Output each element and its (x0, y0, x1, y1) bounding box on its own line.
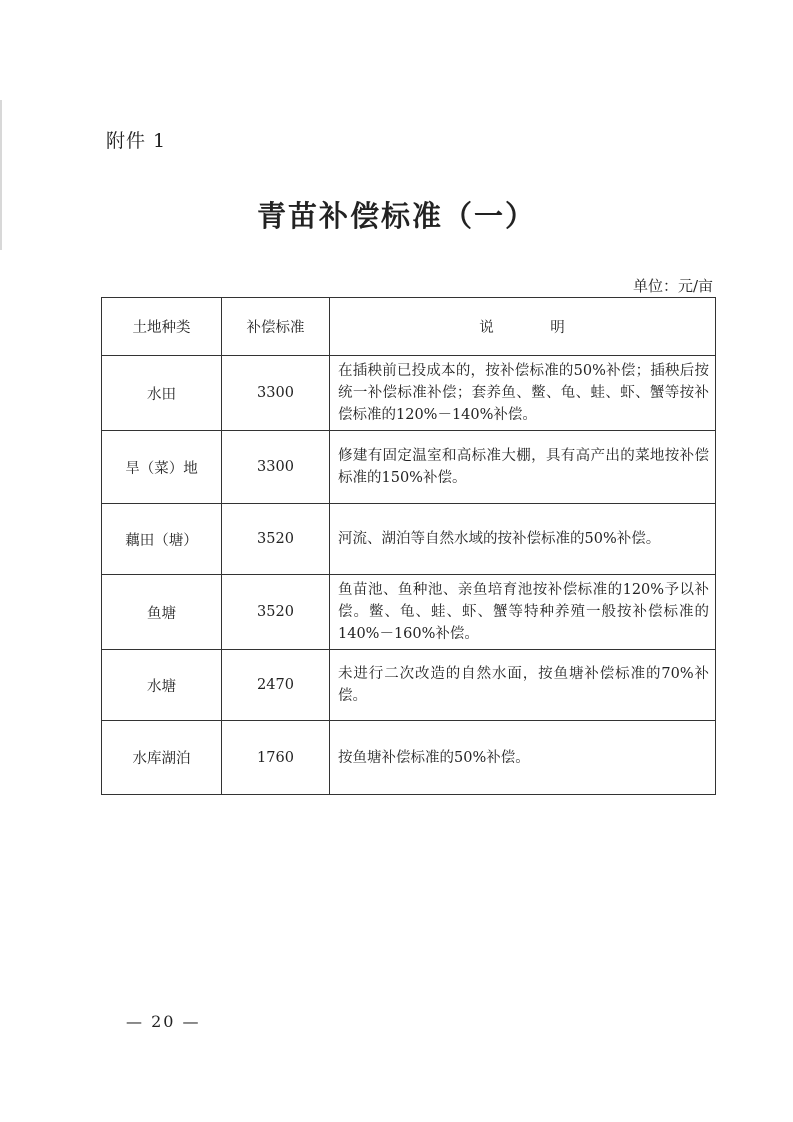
table-row (102, 650, 716, 721)
land-type-cell: 水库湖泊 (102, 721, 222, 795)
page-title: 青苗补偿标准（一） (256, 199, 536, 233)
standard-cell: 2470 (222, 650, 330, 721)
table-row (102, 721, 716, 795)
land-type-cell: 藕田（塘） (102, 504, 222, 575)
unit-label: 单位：元/亩 (632, 277, 713, 295)
table-header-row (102, 298, 716, 356)
column-header-standard: 补偿标准 (222, 298, 330, 356)
attachment-label: 附件 1 (106, 130, 167, 152)
column-header-note: 说 明 (330, 298, 716, 356)
table-row (102, 504, 716, 575)
note-cell: 鱼苗池、鱼种池、亲鱼培育池按补偿标准的120%予以补偿。鳖、龟、蛙、虾、蟹等特种养殖一般按补偿标准的140%－160%补偿。 (330, 575, 716, 650)
table-row (102, 575, 716, 650)
standard-cell: 3300 (222, 356, 330, 431)
table-row (102, 356, 716, 431)
note-cell: 修建有固定温室和高标准大棚，具有高产出的菜地按补偿标准的150%补偿。 (330, 431, 716, 504)
note-cell: 河流、湖泊等自然水域的按补偿标准的50%补偿。 (330, 504, 716, 575)
note-cell: 在插秧前已投成本的，按补偿标准的50%补偿；插秧后按统一补偿标准补偿；套养鱼、鳖、龟、蛙、虾、蟹等按补偿标准的120%－140%补偿。 (330, 356, 716, 431)
note-cell: 按鱼塘补偿标准的50%补偿。 (330, 721, 716, 795)
land-type-cell: 水塘 (102, 650, 222, 721)
land-type-cell: 水田 (102, 356, 222, 431)
land-type-cell: 旱（菜）地 (102, 431, 222, 504)
table-row (102, 431, 716, 504)
standard-cell: 3300 (222, 431, 330, 504)
note-cell: 未进行二次改造的自然水面，按鱼塘补偿标准的70%补偿。 (330, 650, 716, 721)
standard-cell: 1760 (222, 721, 330, 795)
standard-cell: 3520 (222, 504, 330, 575)
land-type-cell: 鱼塘 (102, 575, 222, 650)
column-header-land-type: 土地种类 (102, 298, 222, 356)
standard-cell: 3520 (222, 575, 330, 650)
page-number: — 20 — (126, 1012, 201, 1031)
compensation-table (101, 297, 716, 795)
